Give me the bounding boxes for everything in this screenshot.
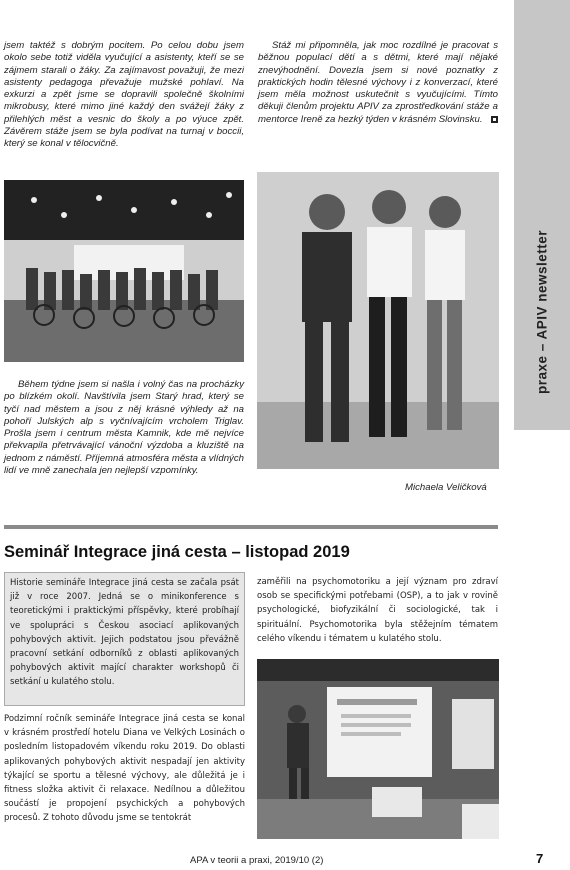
article-column-right-text: Stáž mi připomněla, jak moc rozdílné je pracovat s běžnou populací dětí a s dětmi, které mají nějaké znevýhodnění. Dovezla jsem si nové poznatky z praktických hodin tělesné výchovy i z konverzací, které jsem měla možnost uskutečnit s vyučujícími. Tímto děkuji členům projektu APIV za zprostředkování stáže a mentorce Ireně za hezký týden v krásném Slovinsku. bbox=[258, 40, 498, 125]
section-divider bbox=[4, 525, 498, 529]
tv-studio-photo-illustration bbox=[4, 180, 244, 362]
tv-studio-photo bbox=[4, 180, 244, 362]
page-number: 7 bbox=[536, 851, 544, 866]
journal-footer: APA v teorii a praxi, 2019/10 (2) bbox=[190, 855, 324, 866]
sidebar-label: praxe – APIV newsletter bbox=[534, 229, 550, 395]
body-column-left: Podzimní ročník semináře Integrace jiná cesta se konal v krásném prostředí hotelu Diana ve Velkých Losinách o posledním listopadovém víkendu roku 2019. Do oblasti aplikovaných pohybových aktivit nespadají jen aktivity týkající se sportu a tělesné výchovy, ale důležitá je i fitness složka aktivit či relaxace. Nedílnou a důležitou součástí je propojení psychických a pohybových procesů. Z tohoto důvodu jsme se tentokrát bbox=[4, 714, 245, 824]
history-box-text: Historie semináře Integrace jiná cesta se začala psát již v roce 2007. Jedná se o minikonference s teoretickými i praktickými příspěvky, které probíhají ve spolupráci s Českou asociací aplikovaných pohybových aktivit. Jejich podstatou jsou převážně pracovní setkání odborníků z oblasti aplikovaných pohybových aktivit mající charakter workshopů či setkání u kulatého stolu. bbox=[10, 578, 239, 688]
three-women-photo-illustration bbox=[257, 172, 499, 469]
seminar-photo bbox=[257, 659, 499, 839]
body-column-right: zaměřili na psychomotoriku a její význam pro zdraví osob se specifickými potřebami (OSP), a to jak v rovině psychologické, biofyzikální či sociologické, tak i spirituální. Psychomotorika byla stěžejním tématem celého víkendu i tématem u kulatého stolu. bbox=[257, 577, 498, 644]
seminar-photo-illustration bbox=[257, 659, 499, 839]
article-column-left: jsem taktéž s dobrým pocitem. Po celou dobu jsem okolo sebe totiž viděla vyučující a asistenty, kteří se se zájmem starali o žáky. Za zajímavost považuji, že mezi asistenty pedagoga převažuje mužské pohlaví. Na exkurzi a zpět jsme se dopravili společně školními mikrobusy, které mimo jiné každý den svážejí žáky z přilehlých měst a vesnic do školy a po výuce zpět. Závěrem stáže jsem se byla podívat na turnaj v boccii, který se konal v tělocvičně. bbox=[4, 40, 244, 150]
author-caption: Michaela Veličková bbox=[405, 482, 487, 493]
section-title: Seminář Integrace jiná cesta – listopad 2019 bbox=[4, 543, 350, 561]
article-column-left-mid: Během týdne jsem si našla i volný čas na procházky po blízkém okolí. Navštívila jsem Starý hrad, který se tyčí nad městem a jsou z něj krásné výhledy až na pohoří Julských alp s vyčnívajícím vrcholem Triglav. Prošla jsem i centrum města Kamnik, kde mě nejvíce překvapila přetrvávající vánoční výzdoba a kluziště na jednom z náměstí. Příjemná atmosféra města a vlídných lidí ve mně zanechala jen nejlepší vzpomínky. bbox=[4, 379, 244, 477]
three-women-photo bbox=[257, 172, 499, 469]
end-of-article-icon bbox=[491, 116, 498, 123]
history-box bbox=[4, 572, 245, 706]
article-column-right bbox=[258, 40, 498, 126]
